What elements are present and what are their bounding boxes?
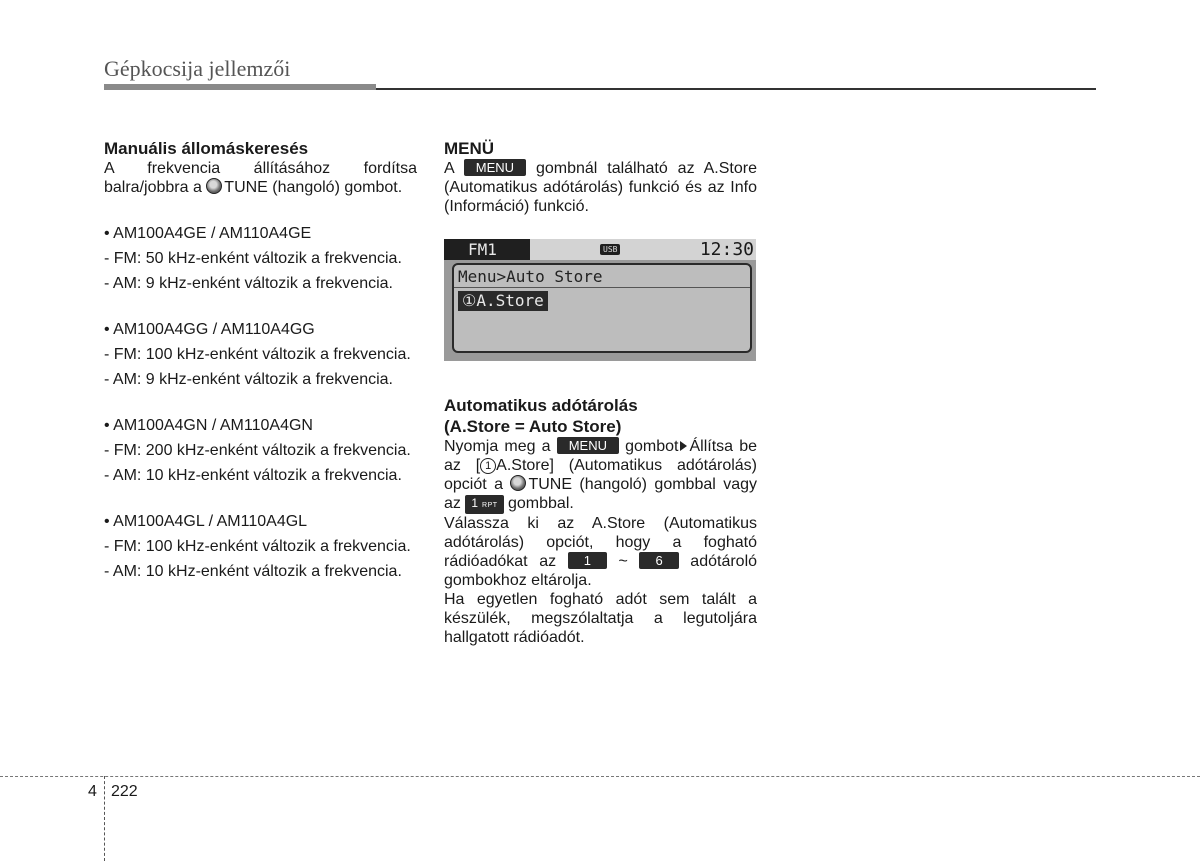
lcd-selected-item: ①A.Store <box>458 291 548 311</box>
fm-step: - FM: 50 kHz-enként változik a frekvencia. <box>104 250 402 267</box>
fm-step: - FM: 100 kHz-enként változik a frekvencia. <box>104 346 411 363</box>
menu-description <box>444 159 757 216</box>
model-name: • AM100A4GL / AM110A4GL <box>104 513 308 530</box>
rpt-button-icon <box>465 495 503 514</box>
page-number: 222 <box>111 783 138 800</box>
astore-heading: Automatikus adótárolás <box>444 396 638 415</box>
tune-knob-icon <box>206 178 222 194</box>
model-block <box>104 224 417 293</box>
usb-icon: USB <box>600 244 620 255</box>
model-name: • AM100A4GN / AM110A4GN <box>104 417 313 434</box>
rpt-number: 1 <box>471 496 479 510</box>
p2-text-a: Válassza ki az A.Store (Automatikus adótárolás) opciót, hogy a fogható rádióadókat az <box>444 515 757 570</box>
left-column <box>104 138 417 581</box>
lcd-status-bar <box>444 239 756 260</box>
preset-6-button-icon: 6 <box>639 552 678 569</box>
fm-step: - FM: 200 kHz-enként változik a frekvencia. <box>104 442 411 459</box>
header-rule-thin <box>376 88 1096 90</box>
menu-text-pre: A <box>444 160 454 177</box>
model-block <box>104 416 417 485</box>
menu-button-icon: MENU <box>464 159 526 176</box>
preset-1-button-icon: 1 <box>568 552 607 569</box>
arrow-right-icon <box>680 441 687 451</box>
lcd-time: 12:30 <box>699 239 754 260</box>
menu-text-post: gombnál található az A.Store (Automatikus adótárolás) funkció és az Info (Információ) funkció. <box>444 160 757 215</box>
p2-text-b: adótároló gombokhoz eltárolja. <box>444 553 758 589</box>
menu-button-icon: MENU <box>557 437 619 454</box>
p2-tilde: ~ <box>618 553 628 570</box>
am-step: - AM: 9 kHz-enként változik a frekvencia. <box>104 275 393 292</box>
astore-paragraph-1 <box>444 437 757 514</box>
p1-text-d: A.Store] (Automatikus adótárolás) opciót a <box>444 457 757 493</box>
p1-text-e: TUNE (hangoló) gombbal vagy az <box>444 476 757 512</box>
p1-text-f: gombbal. <box>508 495 574 512</box>
manual-search-heading: Manuális állomáskeresés <box>104 139 309 158</box>
astore-paragraph-2 <box>444 514 757 590</box>
footer-dashed-rule <box>0 776 1200 777</box>
lcd-band: FM1 <box>444 239 530 260</box>
am-step: - AM: 10 kHz-enként változik a frekvencia. <box>104 467 402 484</box>
manual-search-intro <box>104 159 417 197</box>
circled-one-icon: 1 <box>480 458 496 474</box>
lcd-menu-panel <box>452 263 752 353</box>
model-block <box>104 512 417 581</box>
p1-text-c: Állítsa be az [ <box>444 438 757 474</box>
fm-step: - FM: 100 kHz-enként változik a frekvencia. <box>104 538 411 555</box>
intro-text-pre: A frekvencia állításához fordítsa balra/jobbra a <box>104 160 417 196</box>
lcd-menu-path: Menu>Auto Store <box>458 267 603 286</box>
tune-knob-icon <box>510 475 526 491</box>
lcd-divider <box>454 287 750 288</box>
am-step: - AM: 10 kHz-enként változik a frekvencia. <box>104 563 402 580</box>
menu-heading: MENÜ <box>444 139 495 158</box>
p1-text-b: gombot <box>625 438 679 455</box>
rpt-label: RPT <box>482 502 498 509</box>
chapter-number: 4 <box>88 783 97 800</box>
model-name: • AM100A4GE / AM110A4GE <box>104 225 312 242</box>
am-step: - AM: 9 kHz-enként változik a frekvencia. <box>104 371 393 388</box>
radio-lcd-display <box>444 239 756 361</box>
p1-text-a: Nyomja meg a <box>444 438 551 455</box>
footer-dashed-vertical <box>104 776 105 861</box>
astore-subheading: (A.Store = Auto Store) <box>444 417 622 436</box>
model-name: • AM100A4GG / AM110A4GG <box>104 321 315 338</box>
page-header-title: Gépkocsija jellemzői <box>104 56 291 81</box>
right-column <box>444 138 757 647</box>
model-block <box>104 320 417 389</box>
astore-paragraph-3: Ha egyetlen fogható adót sem talált a készülék, megszólaltatja a legutoljára hallgatott rádióadót. <box>444 591 757 646</box>
header-rule-thick <box>104 84 376 90</box>
intro-text-post: TUNE (hangoló) gombot. <box>224 179 403 196</box>
